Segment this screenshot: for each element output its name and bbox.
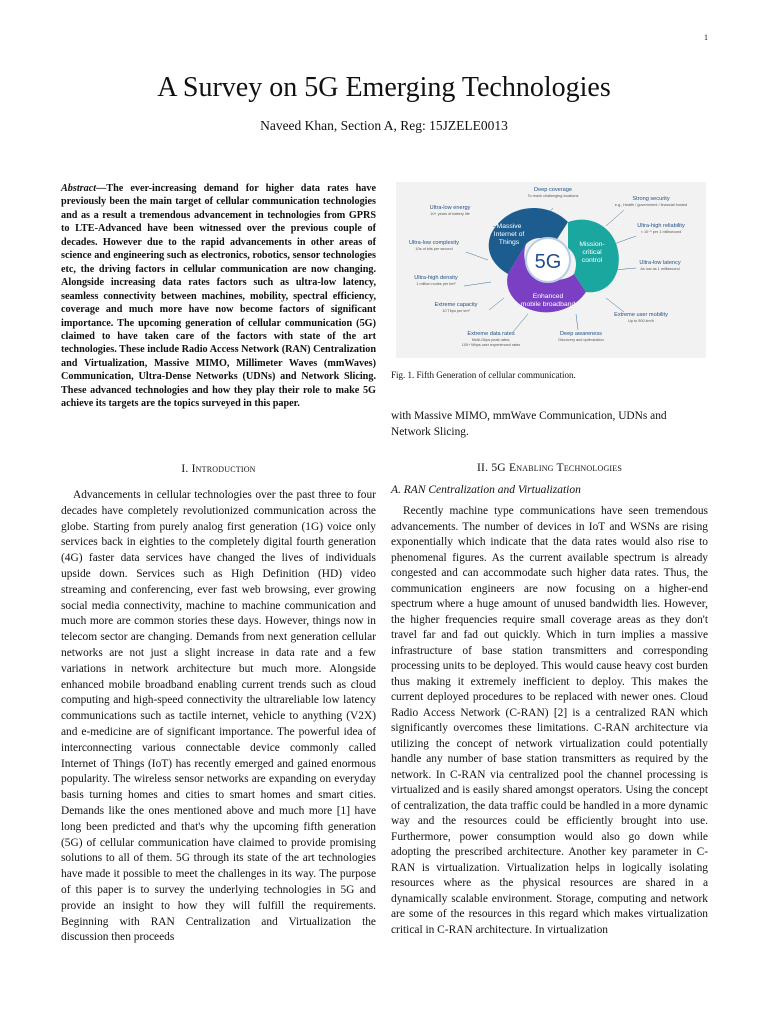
paper-title: A Survey on 5G Emerging Technologies xyxy=(157,72,611,103)
svg-text:As low as 1 millisecond: As low as 1 millisecond xyxy=(640,267,680,271)
figure-caption: Fig. 1. Fifth Generation of cellular communication. xyxy=(391,370,576,380)
after-figure-text: with Massive MIMO, mmWave Communication, UDNs and Network Slicing. xyxy=(391,410,667,438)
svg-text:Things: Things xyxy=(498,239,520,246)
section-title: Introduction xyxy=(191,462,256,475)
ran-paragraph: Recently machine type communications have seen tremendous advancements. The number of devices in IoT and WSNs are rising exponentially which indicate that the data rates would also rise to phenomenal figures. As the current available spectrum is already congested and can accommodate such higher data rates. Thus, the communication engineers are now focusing on a higher-end spectrum where a huge amount of unused bandwidth lies. However, the higher frequencies require small coverage areas as they don't travel far and fad out quickly. Which in turn implies a massive infrastructure of base station transmitters and corresponding processing units to be deployed. This would cause heavy cost burden thus making it extremely inefficient to deploy. This makes the current deployed procedures to be replaced with newer ones. Cloud Radio Access Network (C-RAN) [2] is a centralized RAN which significantly overcomes these limitations. C-RAN architecture via utilizing the concept of network virtualization could potentially handle any number of base station transmitters as required by the network. In C-RAN via centralized pool the channel processing is virtualized and is easily shared amongst operators. Using the concept of centralization, the data traffic could be handled in a more dynamic way and the resources could be efficiently brought into use. Furthermore, power consumption would also go down while adopting the prescribed architecture. Another key parameter in C-RAN is virtualization. Virtualization helps in logically isolating resources where as the physical resources are shared in a dynamically scalable environment. Storage, computing and network are some of the resources in this regard which makes virtualization critical in C-RAN architecture. In virtualization xyxy=(391,505,708,936)
section-heading-enabling-technologies xyxy=(391,461,708,474)
section-heading-introduction xyxy=(61,462,376,475)
figure-5g-diagram xyxy=(396,182,706,358)
svg-text:Ultra-high reliability: Ultra-high reliability xyxy=(637,223,685,229)
svg-text:Extreme user mobility: Extreme user mobility xyxy=(614,312,668,318)
svg-text:mobile broadband: mobile broadband xyxy=(520,301,576,308)
svg-text:Discovery and optimization: Discovery and optimization xyxy=(558,338,604,342)
svg-text:Ultra-low energy: Ultra-low energy xyxy=(429,205,471,211)
svg-text:1 million nodes per km²: 1 million nodes per km² xyxy=(416,282,456,286)
svg-text:10 Tbps per km²: 10 Tbps per km² xyxy=(442,309,470,313)
svg-text:Ultra-high density: Ultra-high density xyxy=(414,275,458,281)
svg-text:Strong security: Strong security xyxy=(632,196,670,202)
subsection-heading-ran: A. RAN Centralization and Virtualization xyxy=(391,484,581,496)
svg-text:Mission-: Mission- xyxy=(579,241,605,248)
page-number: 1 xyxy=(704,33,708,42)
svg-text:Deep coverage: Deep coverage xyxy=(534,187,572,193)
svg-text:To reach challenging locations: To reach challenging locations xyxy=(527,194,579,198)
svg-text:Extreme capacity: Extreme capacity xyxy=(434,302,478,308)
svg-text:Multi-Gbps peak rates;: Multi-Gbps peak rates; xyxy=(471,338,511,342)
svg-text:Massive: Massive xyxy=(496,223,522,230)
section-title: 5G Enabling Technologies xyxy=(491,461,623,474)
abstract-lead: Abstract xyxy=(61,183,97,194)
svg-text:Extreme data rates: Extreme data rates xyxy=(467,331,515,337)
svg-text:critical: critical xyxy=(582,249,602,256)
svg-text:control: control xyxy=(581,257,603,264)
svg-text:100+ Mbps user experienced rat: 100+ Mbps user experienced rates xyxy=(461,343,521,347)
svg-text:10+ years of battery life: 10+ years of battery life xyxy=(430,212,470,216)
svg-text:Deep awareness: Deep awareness xyxy=(560,331,602,337)
svg-text:e.g., Health / government / fi: e.g., Health / government / financial trusted xyxy=(614,203,688,207)
section-number: I. xyxy=(181,462,189,475)
section-number: II. xyxy=(476,461,489,474)
abstract xyxy=(61,182,376,411)
abstract-text: —The ever-increasing demand for higher data rates have previously been the main target of cellular communication technologies and as a result a tremendous advancement in technologies from GPRS to LTE-Advanced have been witnessed over the previous couple of decades. However due to the rapid advancements in other areas of science and engineering such as electronics, robotics, sensor technologies etc, the driving factors in cellular communication are now changing. Alongside increasing data rates factors such as ultra-low latency, seamless connectivity between machines, mobility, spectral efficiency, coverage and much more have now become factors of significant importance. The upcoming generation of cellular communication (5G) claimed to have taken care of the factors with state of the art technologies. These include Radio Access Network (RAN) Centralization and Virtualization, Massive MIMO, Millimeter Waves (mmWaves) Communication, Ultra-Dense Networks (UDNs) and Network Slicing. These advanced technologies and how they play their role to make 5G achieve its targets are the topics surveyed in this paper. xyxy=(61,183,376,410)
svg-text:10s of bits per second: 10s of bits per second xyxy=(415,247,453,251)
paper-author: Naveed Khan, Section A, Reg: 15JZELE0013 xyxy=(260,118,508,133)
svg-text:Internet of: Internet of xyxy=(493,231,525,238)
introduction-paragraph: Advancements in cellular technologies over the past three to four decades have completely revolutionized communication across the globe. Starting from purely analog first generation (1G) voice only services back in eighties to the completely digital fourth generation (4G) faster data services have changed the lives of individuals upside down. Services such as High Definition (HD) video streaming and conferencing, ever fast web browsing, ever growing social media connectivity, machine to machine communication and much more are common stories these days. However, things now in telecom sector are changing. Demands from next generation cellular networks are not just a slight increase in data rate and a few variations in network architecture but much more. Alongside enhanced mobile broadband enabling current trends such as cloud computing and high-speed connectivity the ultrareliable low latency communications such as tactile internet, vehicle to anything (V2X) and e-medicine are of significant importance. The powerful idea of interconnecting various connectable device commonly called Internet of Things (IoT) has recently emerged and gained enormous popularity. The wireless sensor networks are expanding on everyday basis turning homes and cities to smart homes and smart cities. Demands like the ones mentioned above and much more [1] have long been predicted and that's why the upcoming fifth generation (5G) of cellular communication have claimed to provide promising solutions to all of them. 5G through its state of the art technologies have made it possible to meet the challenges in its way. The purpose of this paper is to survey the underlying technologies in 5G and provide an insight to how they will fulfill the requirements. Beginning with RAN Centralization and Virtualization the discussion then proceeds xyxy=(61,489,376,944)
introduction-body xyxy=(61,488,376,946)
svg-text:Ultra-low complexity: Ultra-low complexity xyxy=(408,240,460,246)
svg-text:Up to 500 km/h: Up to 500 km/h xyxy=(628,319,654,323)
center-5g-label: 5G xyxy=(534,251,562,273)
svg-text:Enhanced: Enhanced xyxy=(532,293,564,300)
ran-body xyxy=(391,504,708,938)
svg-text:Ultra-low latency: Ultra-low latency xyxy=(639,260,681,266)
svg-text:< 10⁻⁶ per 1 millisecond: < 10⁻⁶ per 1 millisecond xyxy=(640,230,682,234)
